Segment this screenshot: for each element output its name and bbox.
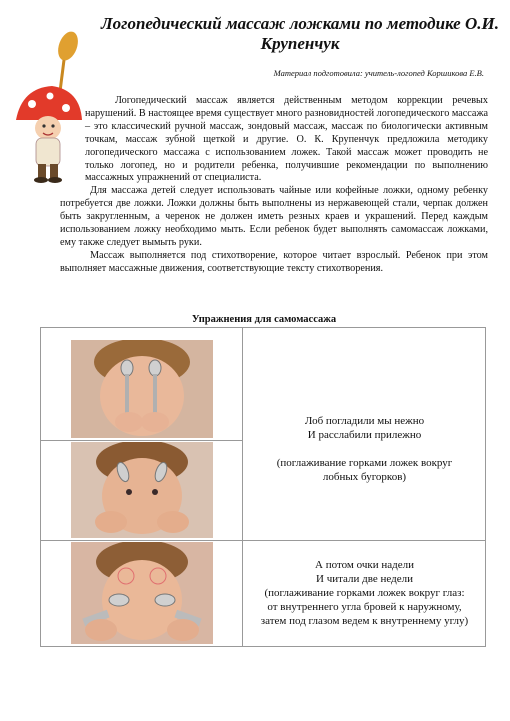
exercise-photo-forehead <box>71 340 213 438</box>
author-credit: Материал подготовила: учитель-логопед Коршикова Е.В. <box>273 68 484 78</box>
exercise-photo-eyebrows <box>71 442 213 538</box>
table-divider <box>41 440 242 441</box>
paragraph-2: Для массажа детей следует использовать чайные или кофейные ложки, одному ребенку потребуется две ложки. Ложки должны быть выполнены из нержавеющей стали, черпак должен быть закругленным, а черенок не должен иметь резных краев и украшений. Перед каждым использованием ложку необходимо мыть. Если ребенок будет выполнять самомассаж ложками, ему также следует вымыть руки. <box>60 185 488 248</box>
verse-line: (поглаживание горками ложек вокруг <box>276 457 453 469</box>
verse-eyes <box>243 558 486 628</box>
table-divider <box>41 540 485 541</box>
verse-line: И расслабили прилежно <box>307 429 422 441</box>
verse-line: затем под глазом ведем к внутреннему углу) <box>260 615 469 627</box>
verse-spacer <box>243 442 486 456</box>
verse-line: от внутреннего угла бровей к наружному, <box>267 601 462 613</box>
exercise-photo-eyes <box>71 542 213 644</box>
verse-line: (поглаживание горками ложек вокруг глаз: <box>264 587 465 599</box>
page-title: Логопедический массаж ложками по методике О.И. Крупенчук <box>101 14 499 53</box>
verse-line: лобных бугорков) <box>322 471 407 483</box>
paragraph-3: Массаж выполняется под стихотворение, которое читает взрослый. Ребенок при этом выполняет массажные движения, соответствующие тексту стихотворения. <box>60 249 488 274</box>
verse-forehead <box>243 414 486 484</box>
paragraph-1: Логопедический массаж является действенным методом коррекции речевых нарушений. В настоящее время существует много разновидностей логопедического массажа – это классический ручной массаж, зондовый массаж, массаж по биологически активным точкам, массаж зубной щеткой и другие. О. К. Крупенчук предложила методику логопедического массажа с использованием ложек. Такой массаж может проводить не только логопед, но и родители ребенка, получившие рекомендации по выполнению массажных упражнений от специалиста. <box>85 95 488 184</box>
exercises-table <box>40 327 486 647</box>
verse-line: И читали две недели <box>316 573 413 585</box>
verse-line: А потом очки надели <box>315 559 414 571</box>
article-text <box>60 95 488 276</box>
exercises-title: Упражнения для самомассажа <box>191 314 337 325</box>
verse-line: Лоб погладили мы нежно <box>304 415 425 427</box>
